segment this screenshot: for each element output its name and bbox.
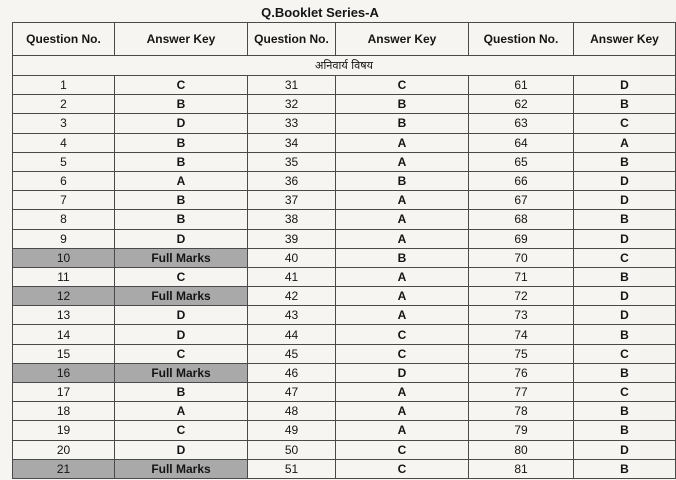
answer-key-cell: C [574, 114, 676, 133]
answer-key-cell: C [115, 267, 248, 286]
question-number-cell: 51 [248, 459, 336, 478]
table-row [13, 76, 676, 95]
question-number-cell: 15 [13, 344, 115, 363]
answer-key-cell: D [115, 114, 248, 133]
question-number-cell: 48 [248, 402, 336, 421]
answer-key-cell: B [115, 152, 248, 171]
answer-key-cell: B [574, 459, 676, 478]
subject-label: अनिवार्य विषय [13, 56, 676, 76]
answer-key-cell: C [574, 344, 676, 363]
answer-key-cell: C [115, 344, 248, 363]
answer-key-cell: Full Marks [115, 459, 248, 478]
answer-key-cell: C [115, 76, 248, 95]
answer-key-cell: B [574, 363, 676, 382]
table-row [13, 114, 676, 133]
answer-key-cell: D [115, 306, 248, 325]
question-number-cell: 62 [469, 95, 574, 114]
question-number-cell: 39 [248, 229, 336, 248]
subject-row [13, 56, 676, 76]
answer-key-cell: A [336, 210, 469, 229]
table-row [13, 421, 676, 440]
question-number-cell: 17 [13, 383, 115, 402]
answer-key-cell: C [336, 344, 469, 363]
answer-key-cell: A [336, 191, 469, 210]
question-number-cell: 41 [248, 267, 336, 286]
question-number-cell: 69 [469, 229, 574, 248]
table-row [13, 95, 676, 114]
table-row [13, 383, 676, 402]
answer-key-cell: D [574, 440, 676, 459]
table-row [13, 267, 676, 286]
answer-key-cell: D [574, 287, 676, 306]
question-number-cell: 65 [469, 152, 574, 171]
answer-key-cell: A [336, 402, 469, 421]
answer-key-cell: Full Marks [115, 363, 248, 382]
question-number-cell: 2 [13, 95, 115, 114]
answer-key-cell: A [336, 306, 469, 325]
answer-key-cell: A [115, 171, 248, 190]
question-number-cell: 75 [469, 344, 574, 363]
answer-key-cell: B [336, 95, 469, 114]
answer-key-cell: Full Marks [115, 287, 248, 306]
booklet-series-title: Q.Booklet Series-A [261, 5, 379, 20]
question-number-cell: 34 [248, 133, 336, 152]
header-answer-key-1: Answer Key [115, 23, 248, 56]
header-answer-key-3: Answer Key [574, 23, 676, 56]
question-number-cell: 4 [13, 133, 115, 152]
question-number-cell: 74 [469, 325, 574, 344]
answer-key-cell: D [574, 229, 676, 248]
answer-key-cell: B [574, 402, 676, 421]
header-row [13, 23, 676, 56]
table-row [13, 191, 676, 210]
answer-key-cell: C [336, 325, 469, 344]
question-number-cell: 31 [248, 76, 336, 95]
question-number-cell: 18 [13, 402, 115, 421]
table-row [13, 171, 676, 190]
question-number-cell: 40 [248, 248, 336, 267]
question-number-cell: 16 [13, 363, 115, 382]
question-number-cell: 80 [469, 440, 574, 459]
answer-key-cell: B [115, 133, 248, 152]
answer-key-cell: D [336, 363, 469, 382]
table-row [13, 402, 676, 421]
question-number-cell: 38 [248, 210, 336, 229]
question-number-cell: 36 [248, 171, 336, 190]
question-number-cell: 5 [13, 152, 115, 171]
question-number-cell: 12 [13, 287, 115, 306]
answer-key-cell: B [336, 114, 469, 133]
question-number-cell: 35 [248, 152, 336, 171]
answer-key-cell: B [336, 248, 469, 267]
answer-key-cell: A [336, 287, 469, 306]
answer-key-cell: A [336, 133, 469, 152]
answer-key-cell: B [574, 325, 676, 344]
question-number-cell: 3 [13, 114, 115, 133]
header-question-no-2: Question No. [248, 23, 336, 56]
question-number-cell: 8 [13, 210, 115, 229]
table-row [13, 459, 676, 478]
answer-key-cell: D [574, 76, 676, 95]
table-row [13, 344, 676, 363]
question-number-cell: 19 [13, 421, 115, 440]
answer-key-cell: C [336, 76, 469, 95]
answer-key-cell: D [115, 440, 248, 459]
header-answer-key-2: Answer Key [336, 23, 469, 56]
question-number-cell: 76 [469, 363, 574, 382]
question-number-cell: 11 [13, 267, 115, 286]
answer-key-cell: C [574, 383, 676, 402]
question-number-cell: 61 [469, 76, 574, 95]
answer-key-cell: Full Marks [115, 248, 248, 267]
table-row [13, 229, 676, 248]
answer-key-cell: A [336, 229, 469, 248]
answer-key-cell: B [115, 210, 248, 229]
table-row [13, 287, 676, 306]
answer-key-cell: D [574, 171, 676, 190]
answer-key-cell: A [336, 152, 469, 171]
question-number-cell: 78 [469, 402, 574, 421]
question-number-cell: 72 [469, 287, 574, 306]
table-row [13, 133, 676, 152]
answer-key-cell: B [115, 383, 248, 402]
question-number-cell: 81 [469, 459, 574, 478]
answer-key-cell: A [336, 421, 469, 440]
question-number-cell: 68 [469, 210, 574, 229]
table-row [13, 325, 676, 344]
question-number-cell: 67 [469, 191, 574, 210]
header-question-no-1: Question No. [13, 23, 115, 56]
answer-key-cell: D [115, 229, 248, 248]
answer-key-cell: A [336, 267, 469, 286]
table-row [13, 440, 676, 459]
answer-key-cell: B [574, 267, 676, 286]
question-number-cell: 21 [13, 459, 115, 478]
question-number-cell: 79 [469, 421, 574, 440]
question-number-cell: 71 [469, 267, 574, 286]
table-row [13, 363, 676, 382]
question-number-cell: 43 [248, 306, 336, 325]
table-row [13, 152, 676, 171]
question-number-cell: 37 [248, 191, 336, 210]
question-number-cell: 10 [13, 248, 115, 267]
question-number-cell: 77 [469, 383, 574, 402]
question-number-cell: 32 [248, 95, 336, 114]
answer-key-cell: C [115, 421, 248, 440]
answer-key-cell: A [115, 402, 248, 421]
answer-key-table [12, 22, 676, 479]
answer-key-cell: B [574, 95, 676, 114]
question-number-cell: 66 [469, 171, 574, 190]
answer-key-cell: A [574, 133, 676, 152]
question-number-cell: 7 [13, 191, 115, 210]
question-number-cell: 63 [469, 114, 574, 133]
header-question-no-3: Question No. [469, 23, 574, 56]
answer-key-cell: C [336, 459, 469, 478]
answer-key-cell: B [115, 95, 248, 114]
question-number-cell: 1 [13, 76, 115, 95]
answer-key-cell: B [574, 421, 676, 440]
question-number-cell: 42 [248, 287, 336, 306]
table-row [13, 248, 676, 267]
question-number-cell: 44 [248, 325, 336, 344]
answer-key-cell: A [336, 383, 469, 402]
answer-key-cell: D [574, 306, 676, 325]
question-number-cell: 46 [248, 363, 336, 382]
table-row [13, 210, 676, 229]
table-row [13, 306, 676, 325]
question-number-cell: 70 [469, 248, 574, 267]
answer-key-cell: C [336, 440, 469, 459]
question-number-cell: 9 [13, 229, 115, 248]
question-number-cell: 47 [248, 383, 336, 402]
question-number-cell: 14 [13, 325, 115, 344]
answer-key-cell: B [574, 152, 676, 171]
question-number-cell: 45 [248, 344, 336, 363]
question-number-cell: 20 [13, 440, 115, 459]
answer-key-cell: B [336, 171, 469, 190]
answer-key-cell: B [574, 210, 676, 229]
question-number-cell: 13 [13, 306, 115, 325]
answer-key-cell: D [574, 191, 676, 210]
question-number-cell: 6 [13, 171, 115, 190]
question-number-cell: 33 [248, 114, 336, 133]
question-number-cell: 64 [469, 133, 574, 152]
question-number-cell: 50 [248, 440, 336, 459]
answer-key-cell: D [115, 325, 248, 344]
question-number-cell: 49 [248, 421, 336, 440]
answer-key-cell: B [115, 191, 248, 210]
question-number-cell: 73 [469, 306, 574, 325]
answer-key-cell: C [574, 248, 676, 267]
